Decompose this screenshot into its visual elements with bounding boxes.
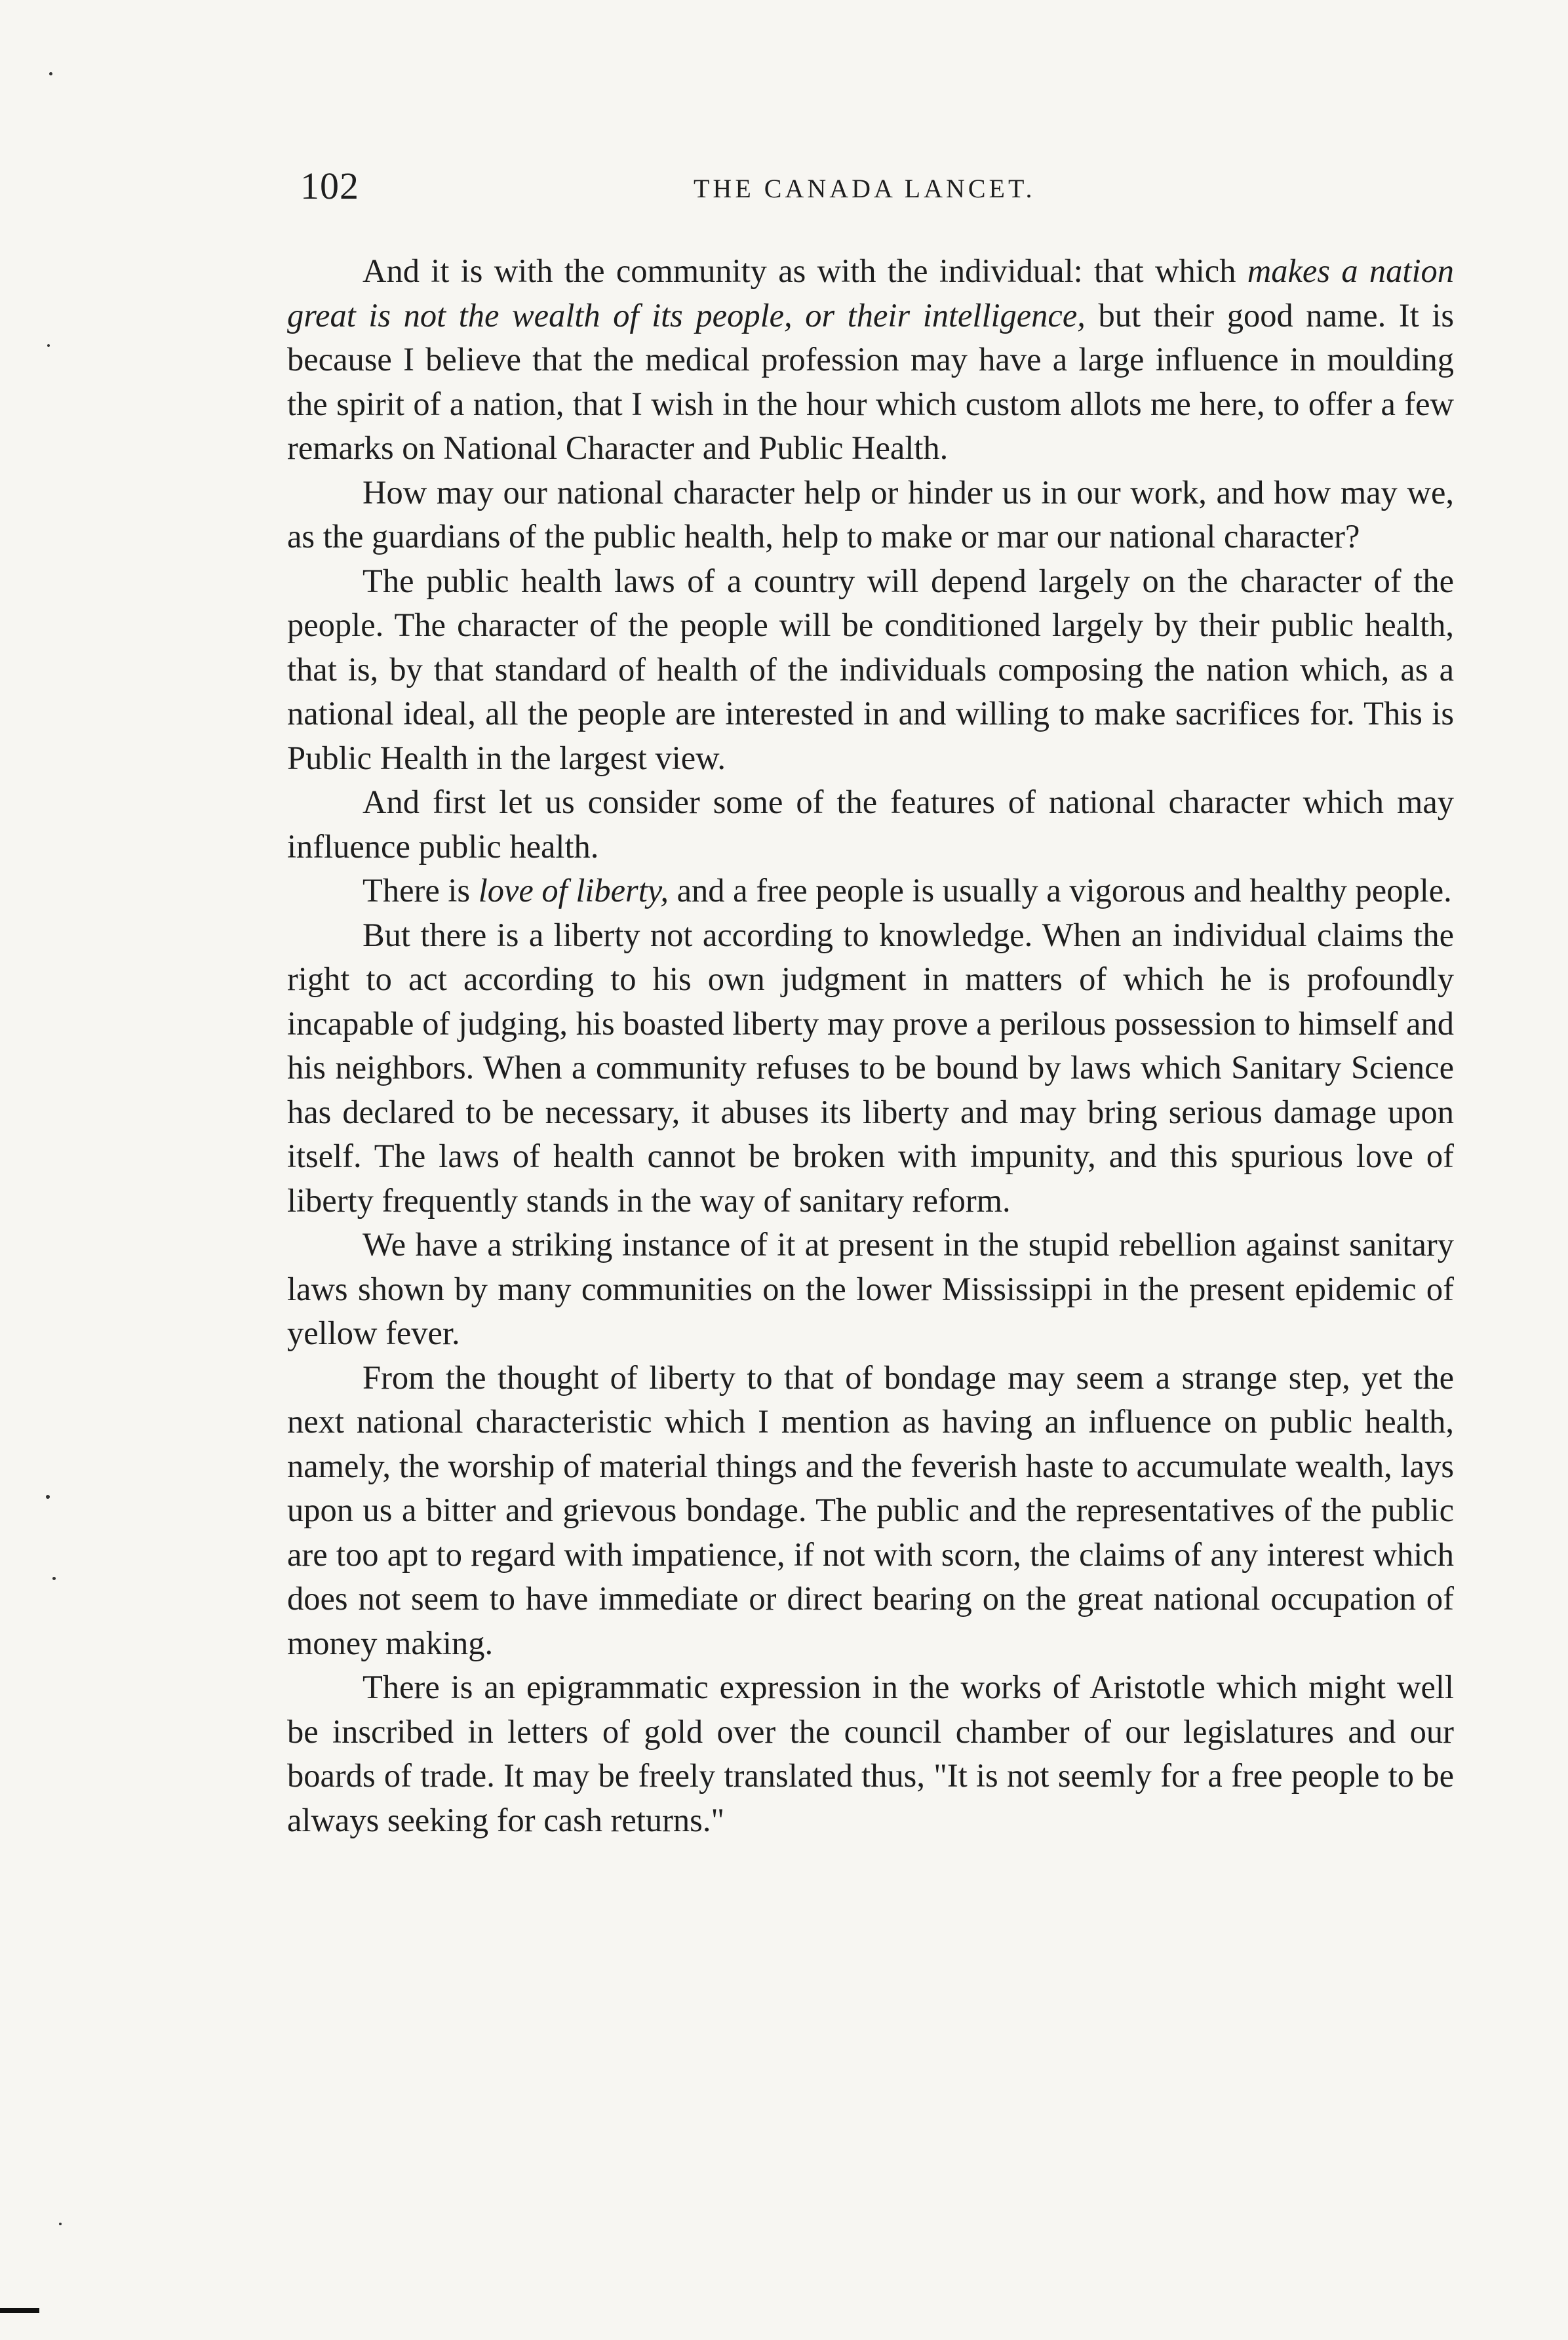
scan-speck: [46, 1495, 50, 1499]
scan-mark: [0, 2308, 39, 2313]
paragraph-5-end: and a free people is usually a vigorous and healthy people.: [669, 872, 1452, 909]
paragraph-1-start: And it is with the community as with the individual: that which: [363, 252, 1247, 289]
body-text: [287, 249, 1454, 1842]
paragraph-5-italic: love of liberty,: [478, 872, 669, 909]
paragraph-9: There is an epigrammatic expression in the works of Aristotle which might well be inscribed in letters of gold over the council chamber of our legislatures and our boards of trade. It may be freely translated thus, "It is not seemly for a free people to be always seeking for cash returns.": [287, 1669, 1454, 1838]
running-head: THE CANADA LANCET.: [694, 174, 1036, 203]
page-number: 102: [300, 165, 359, 207]
paragraph-7: We have a striking instance of it at present in the stupid rebellion against sanitary laws shown by many communities on the lower Mississippi in the present epidemic of yellow fever.: [287, 1226, 1454, 1351]
paragraph-1-rest: but their good name. It is because I believe that the medical profession may have a large influence in moulding the spirit of a nation, that I wish in the hour which custom allots me here, to offer a few remarks on National Character and Public Health.: [287, 296, 1454, 466]
paragraph-4: And first let us consider some of the features of national character which may influence public health.: [287, 783, 1454, 865]
page-header: [287, 164, 1454, 216]
paragraph-1-italic: makes a nation great is not the wealth of its people, or their intelligence,: [287, 252, 1454, 334]
scan-speck: [59, 2223, 62, 2225]
paragraph-8: From the thought of liberty to that of bondage may seem a strange step, yet the next national characteristic which I mention as having an influence on public health, namely, the worship of material things and the feverish haste to accumulate wealth, lays upon us a bitter and grievous bondage. The public and the representatives of the public are too apt to regard with impatience, if not with scorn, the claims of any interest which does not seem to have immediate or direct bearing on the great national occupation of money making.: [287, 1358, 1454, 1661]
paragraph-5-start: There is: [363, 872, 479, 909]
paragraph-5: [287, 869, 1454, 913]
scan-speck: [52, 1577, 56, 1580]
paragraph-1: [287, 249, 1454, 471]
paragraph-3: The public health laws of a country will depend largely on the character of the people. The character of the people will be conditioned largely by their public health, that is, by that standard of health of the individuals composing the nation which, as a national ideal, all the people are interested in and willing to make sacrifices for. This is Public Health in the largest view.: [287, 562, 1454, 776]
paragraph-6: But there is a liberty not according to knowledge. When an individual claims the right to act according to his own judgment in matters of which he is profoundly incapable of judging, his boasted liberty may prove a perilous possession to himself and his neighbors. When a community refuses to be bound by laws which Sanitary Science has declared to be necessary, it abuses its liberty and may bring serious damage upon itself. The laws of health cannot be broken with impunity, and this spurious love of liberty frequently stands in the way of sanitary reform.: [287, 916, 1454, 1219]
scan-speck: [47, 344, 50, 347]
paragraph-2: How may our national character help or hinder us in our work, and how may we, as the guardians of the public health, help to make or mar our national character?: [287, 473, 1454, 555]
scan-speck: [49, 72, 52, 75]
